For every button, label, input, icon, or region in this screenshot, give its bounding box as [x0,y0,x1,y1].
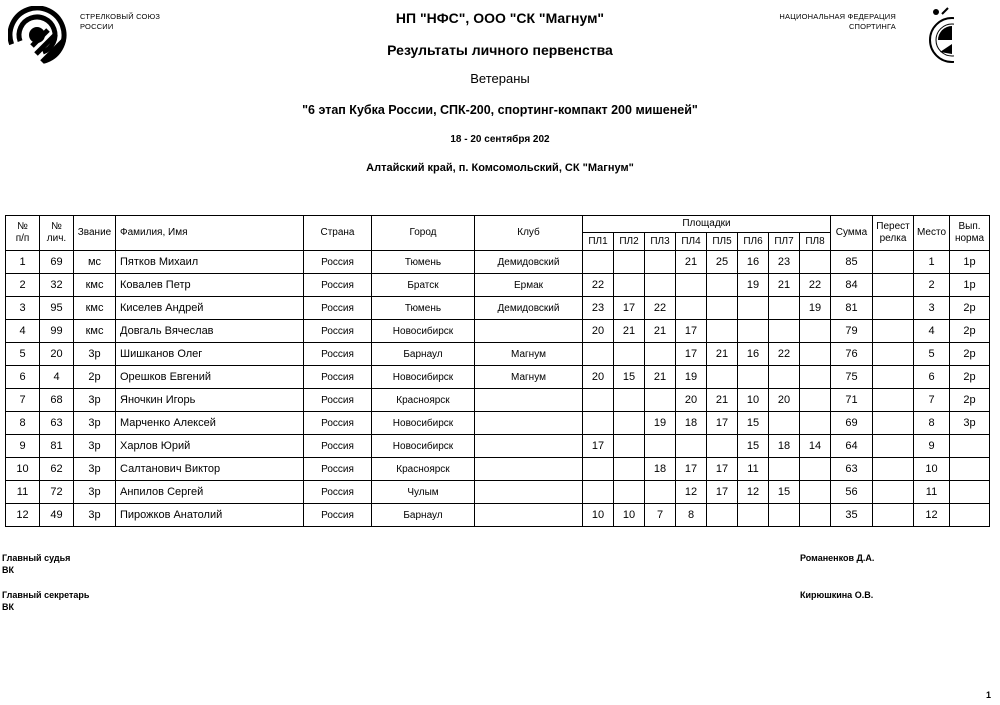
cell-country: Россия [304,481,372,504]
cell-pl6: 16 [738,343,769,366]
event-name: "6 этап Кубка России, СПК-200, спортинг-компакт 200 мишеней" [302,103,698,117]
cell-city: Чулым [372,481,475,504]
cell-pl8 [800,458,831,481]
cell-norm [950,481,990,504]
cell-rank: 3р [74,458,116,481]
cell-city: Красноярск [372,389,475,412]
cell-pl8: 14 [800,435,831,458]
cell-name: Ковалев Петр [116,274,304,297]
cell-sum: 71 [831,389,873,412]
cell-name: Пятков Михаил [116,251,304,274]
cell-pl2 [614,251,645,274]
cell-shootoff [873,274,914,297]
cell-pl2: 21 [614,320,645,343]
cell-club: Магнум [475,366,583,389]
cell-lic: 95 [40,297,74,320]
cell-pl3: 18 [645,458,676,481]
cell-pl5: 21 [707,389,738,412]
cell-pl7: 18 [769,435,800,458]
col-header-pl2: ПЛ2 [614,233,645,251]
cell-club: Магнум [475,343,583,366]
cell-pl1 [583,458,614,481]
col-header-club: Клуб [475,216,583,251]
cell-pl6: 11 [738,458,769,481]
cell-pl5 [707,274,738,297]
cell-pl3: 19 [645,412,676,435]
cell-pl4: 17 [676,320,707,343]
cell-name: Довгаль Вячеслав [116,320,304,343]
cell-pl7 [769,366,800,389]
cell-num: 1 [6,251,40,274]
cell-pl2 [614,389,645,412]
cell-pl6: 15 [738,435,769,458]
event-dates: 18 - 20 сентября 202 [450,134,550,145]
table-row [6,297,990,320]
cell-shootoff [873,412,914,435]
cell-name: Яночкин Игорь [116,389,304,412]
cell-city: Барнаул [372,504,475,527]
table-row [6,366,990,389]
cell-pl3 [645,343,676,366]
cell-lic: 20 [40,343,74,366]
cell-country: Россия [304,251,372,274]
cell-pl7: 15 [769,481,800,504]
cell-pl2 [614,435,645,458]
cell-pl3: 21 [645,366,676,389]
cell-city: Барнаул [372,343,475,366]
cell-pl4 [676,297,707,320]
cell-pl1 [583,412,614,435]
chief-secretary-title: Главный секретарь [2,590,90,600]
cell-city: Красноярск [372,458,475,481]
table-row [6,412,990,435]
table-row [6,343,990,366]
cell-pl2: 15 [614,366,645,389]
cell-pl5: 21 [707,343,738,366]
page-title: Результаты личного первенства [387,42,613,58]
cell-lic: 63 [40,412,74,435]
cell-club [475,435,583,458]
cell-city: Новосибирск [372,435,475,458]
cell-country: Россия [304,435,372,458]
cell-shootoff [873,481,914,504]
table-row [6,481,990,504]
cell-pl7 [769,297,800,320]
cell-pl4: 17 [676,458,707,481]
cell-pl8 [800,366,831,389]
cell-pl3 [645,274,676,297]
cell-pl3 [645,389,676,412]
cell-sum: 75 [831,366,873,389]
cell-pl1: 23 [583,297,614,320]
cell-pl1: 20 [583,320,614,343]
cell-num: 6 [6,366,40,389]
cell-rank: кмс [74,274,116,297]
cell-club: Демидовский [475,251,583,274]
cell-pl6: 10 [738,389,769,412]
cell-pl7 [769,412,800,435]
cell-norm [950,504,990,527]
cell-club [475,481,583,504]
results-table [5,215,990,527]
cell-shootoff [873,389,914,412]
cell-lic: 32 [40,274,74,297]
cell-norm: 3р [950,412,990,435]
chief-judge-block [2,552,70,576]
cell-norm: 2р [950,343,990,366]
cell-norm: 2р [950,297,990,320]
cell-rank: 3р [74,389,116,412]
cell-pl7: 22 [769,343,800,366]
cell-club [475,320,583,343]
cell-pl4: 19 [676,366,707,389]
col-header-pl1: ПЛ1 [583,233,614,251]
cell-num: 7 [6,389,40,412]
cell-sum: 56 [831,481,873,504]
cell-place: 11 [914,481,950,504]
cell-norm [950,435,990,458]
col-header-pl7: ПЛ7 [769,233,800,251]
col-header-pl3: ПЛ3 [645,233,676,251]
cell-pl1 [583,251,614,274]
cell-norm [950,458,990,481]
cell-place: 5 [914,343,950,366]
cell-pl2: 17 [614,297,645,320]
cell-pl1: 10 [583,504,614,527]
cell-pl8: 22 [800,274,831,297]
table-row [6,458,990,481]
cell-num: 12 [6,504,40,527]
cell-pl8 [800,389,831,412]
cell-club [475,504,583,527]
cell-shootoff [873,504,914,527]
col-header-shootoff: Перест релка [873,216,914,251]
cell-num: 4 [6,320,40,343]
table-row [6,435,990,458]
cell-lic: 68 [40,389,74,412]
table-row [6,320,990,343]
cell-rank: 3р [74,435,116,458]
cell-pl4: 8 [676,504,707,527]
cell-pl1: 20 [583,366,614,389]
cell-num: 2 [6,274,40,297]
cell-pl3: 21 [645,320,676,343]
col-header-pl6: ПЛ6 [738,233,769,251]
cell-pl1: 22 [583,274,614,297]
org-left-name: СТРЕЛКОВЫЙ СОЮЗ РОССИИ [80,12,161,31]
cell-num: 10 [6,458,40,481]
cell-city: Братск [372,274,475,297]
chief-judge-title: Главный судья [2,553,71,563]
cell-pl5: 17 [707,412,738,435]
cell-pl5 [707,435,738,458]
cell-pl3 [645,481,676,504]
col-header-pl8: ПЛ8 [800,233,831,251]
cell-pl6 [738,297,769,320]
col-header-city: Город [372,216,475,251]
cell-pl3: 22 [645,297,676,320]
cell-sum: 63 [831,458,873,481]
cell-club: Ермак [475,274,583,297]
cell-club: Демидовский [475,297,583,320]
cell-pl4: 17 [676,343,707,366]
cell-club [475,412,583,435]
cell-name: Шишканов Олег [116,343,304,366]
cell-rank: мс [74,251,116,274]
cell-pl4: 21 [676,251,707,274]
cell-pl1 [583,389,614,412]
cell-country: Россия [304,320,372,343]
col-header-name: Фамилия, Имя [116,216,304,251]
col-header-sum: Сумма [831,216,873,251]
cell-pl4: 12 [676,481,707,504]
cell-pl6: 12 [738,481,769,504]
cell-name: Киселев Андрей [116,297,304,320]
col-header-place: Место [914,216,950,251]
cell-pl8 [800,320,831,343]
cell-pl2 [614,481,645,504]
cell-place: 4 [914,320,950,343]
cell-sum: 84 [831,274,873,297]
table-row [6,274,990,297]
table-header-row [6,216,990,233]
cell-lic: 49 [40,504,74,527]
cell-pl2: 10 [614,504,645,527]
chief-judge-name: Романенков Д.А. [800,553,875,563]
cell-norm: 1р [950,274,990,297]
cell-pl2 [614,412,645,435]
chief-secretary-block [2,589,89,613]
cell-country: Россия [304,504,372,527]
chief-judge-category: ВК [2,565,14,575]
cell-city: Новосибирск [372,320,475,343]
cell-place: 8 [914,412,950,435]
category-label: Ветераны [470,71,530,86]
cell-pl4 [676,274,707,297]
table-row [6,504,990,527]
cell-place: 10 [914,458,950,481]
cell-place: 1 [914,251,950,274]
cell-rank: кмс [74,297,116,320]
cell-country: Россия [304,274,372,297]
cell-norm: 2р [950,320,990,343]
col-header-num: № п/п [6,216,40,251]
cell-num: 8 [6,412,40,435]
event-location: Алтайский край, п. Комсомольский, СК "Магнум" [366,162,634,174]
cell-pl2 [614,274,645,297]
cell-pl8 [800,343,831,366]
cell-city: Новосибирск [372,366,475,389]
cell-shootoff [873,435,914,458]
cell-lic: 81 [40,435,74,458]
cell-pl6 [738,504,769,527]
cell-pl7 [769,504,800,527]
cell-country: Россия [304,458,372,481]
cell-club [475,458,583,481]
cell-pl3 [645,251,676,274]
cell-lic: 62 [40,458,74,481]
cell-shootoff [873,458,914,481]
cell-lic: 69 [40,251,74,274]
col-header-pl4: ПЛ4 [676,233,707,251]
cell-pl5 [707,320,738,343]
cell-rank: 2р [74,366,116,389]
cell-sum: 79 [831,320,873,343]
col-header-lic: № лич. [40,216,74,251]
cell-pl5: 17 [707,481,738,504]
cell-name: Анпилов Сергей [116,481,304,504]
cell-rank: кмс [74,320,116,343]
cell-pl3 [645,435,676,458]
cell-lic: 4 [40,366,74,389]
cell-city: Тюмень [372,251,475,274]
cell-country: Россия [304,343,372,366]
cell-city: Новосибирск [372,412,475,435]
cell-rank: 3р [74,412,116,435]
cell-place: 2 [914,274,950,297]
cell-norm: 1р [950,251,990,274]
cell-place: 9 [914,435,950,458]
cell-shootoff [873,251,914,274]
cell-name: Харлов Юрий [116,435,304,458]
cell-pl2 [614,458,645,481]
cell-pl7: 23 [769,251,800,274]
cell-pl4: 18 [676,412,707,435]
org-right-name: НАЦИОНАЛЬНАЯ ФЕДЕРАЦИЯ СПОРТИНГА [779,12,896,31]
cell-pl7 [769,458,800,481]
cell-club [475,389,583,412]
cell-sum: 81 [831,297,873,320]
cell-name: Марченко Алексей [116,412,304,435]
cell-pl7: 21 [769,274,800,297]
cell-pl5 [707,297,738,320]
cell-shootoff [873,297,914,320]
cell-rank: 3р [74,504,116,527]
cell-pl1 [583,343,614,366]
cell-place: 7 [914,389,950,412]
cell-shootoff [873,320,914,343]
cell-city: Тюмень [372,297,475,320]
cell-lic: 99 [40,320,74,343]
cell-pl6 [738,320,769,343]
cell-sum: 35 [831,504,873,527]
cell-pl3: 7 [645,504,676,527]
cell-rank: 3р [74,343,116,366]
cell-sum: 85 [831,251,873,274]
cell-place: 3 [914,297,950,320]
cell-pl6: 16 [738,251,769,274]
cell-pl8: 19 [800,297,831,320]
cell-country: Россия [304,389,372,412]
col-header-platforms: Площадки [583,216,831,233]
cell-lic: 72 [40,481,74,504]
cell-name: Салтанович Виктор [116,458,304,481]
cell-pl5 [707,366,738,389]
cell-pl1: 17 [583,435,614,458]
cell-sum: 76 [831,343,873,366]
cell-num: 11 [6,481,40,504]
cell-name: Орешков Евгений [116,366,304,389]
cell-country: Россия [304,412,372,435]
cell-num: 9 [6,435,40,458]
cell-pl6 [738,366,769,389]
col-header-rank: Звание [74,216,116,251]
cell-place: 6 [914,366,950,389]
cell-pl8 [800,504,831,527]
cell-pl2 [614,343,645,366]
cell-pl6: 19 [738,274,769,297]
table-row [6,251,990,274]
cell-country: Россия [304,366,372,389]
cell-pl5: 17 [707,458,738,481]
cell-pl5: 25 [707,251,738,274]
cell-pl5 [707,504,738,527]
col-header-norm: Вып. норма [950,216,990,251]
cell-num: 3 [6,297,40,320]
cell-sum: 69 [831,412,873,435]
organizers-heading: НП "НФС", ООО "СК "Магнум" [395,10,605,26]
cell-pl7: 20 [769,389,800,412]
cell-place: 12 [914,504,950,527]
cell-shootoff [873,366,914,389]
cell-sum: 64 [831,435,873,458]
cell-norm: 2р [950,366,990,389]
cell-pl7 [769,320,800,343]
cell-pl4: 20 [676,389,707,412]
chief-secretary-category: ВК [2,602,14,612]
cell-pl1 [583,481,614,504]
page-number: 1 [986,690,992,700]
cell-pl8 [800,481,831,504]
table-row [6,389,990,412]
col-header-pl5: ПЛ5 [707,233,738,251]
cell-pl6: 15 [738,412,769,435]
chief-secretary-name: Кирюшкина О.В. [800,590,874,600]
cell-pl8 [800,251,831,274]
cell-norm: 2р [950,389,990,412]
cell-name: Пирожков Анатолий [116,504,304,527]
cell-shootoff [873,343,914,366]
cell-pl8 [800,412,831,435]
cell-rank: 3р [74,481,116,504]
cell-num: 5 [6,343,40,366]
cell-country: Россия [304,297,372,320]
col-header-country: Страна [304,216,372,251]
cell-pl4 [676,435,707,458]
